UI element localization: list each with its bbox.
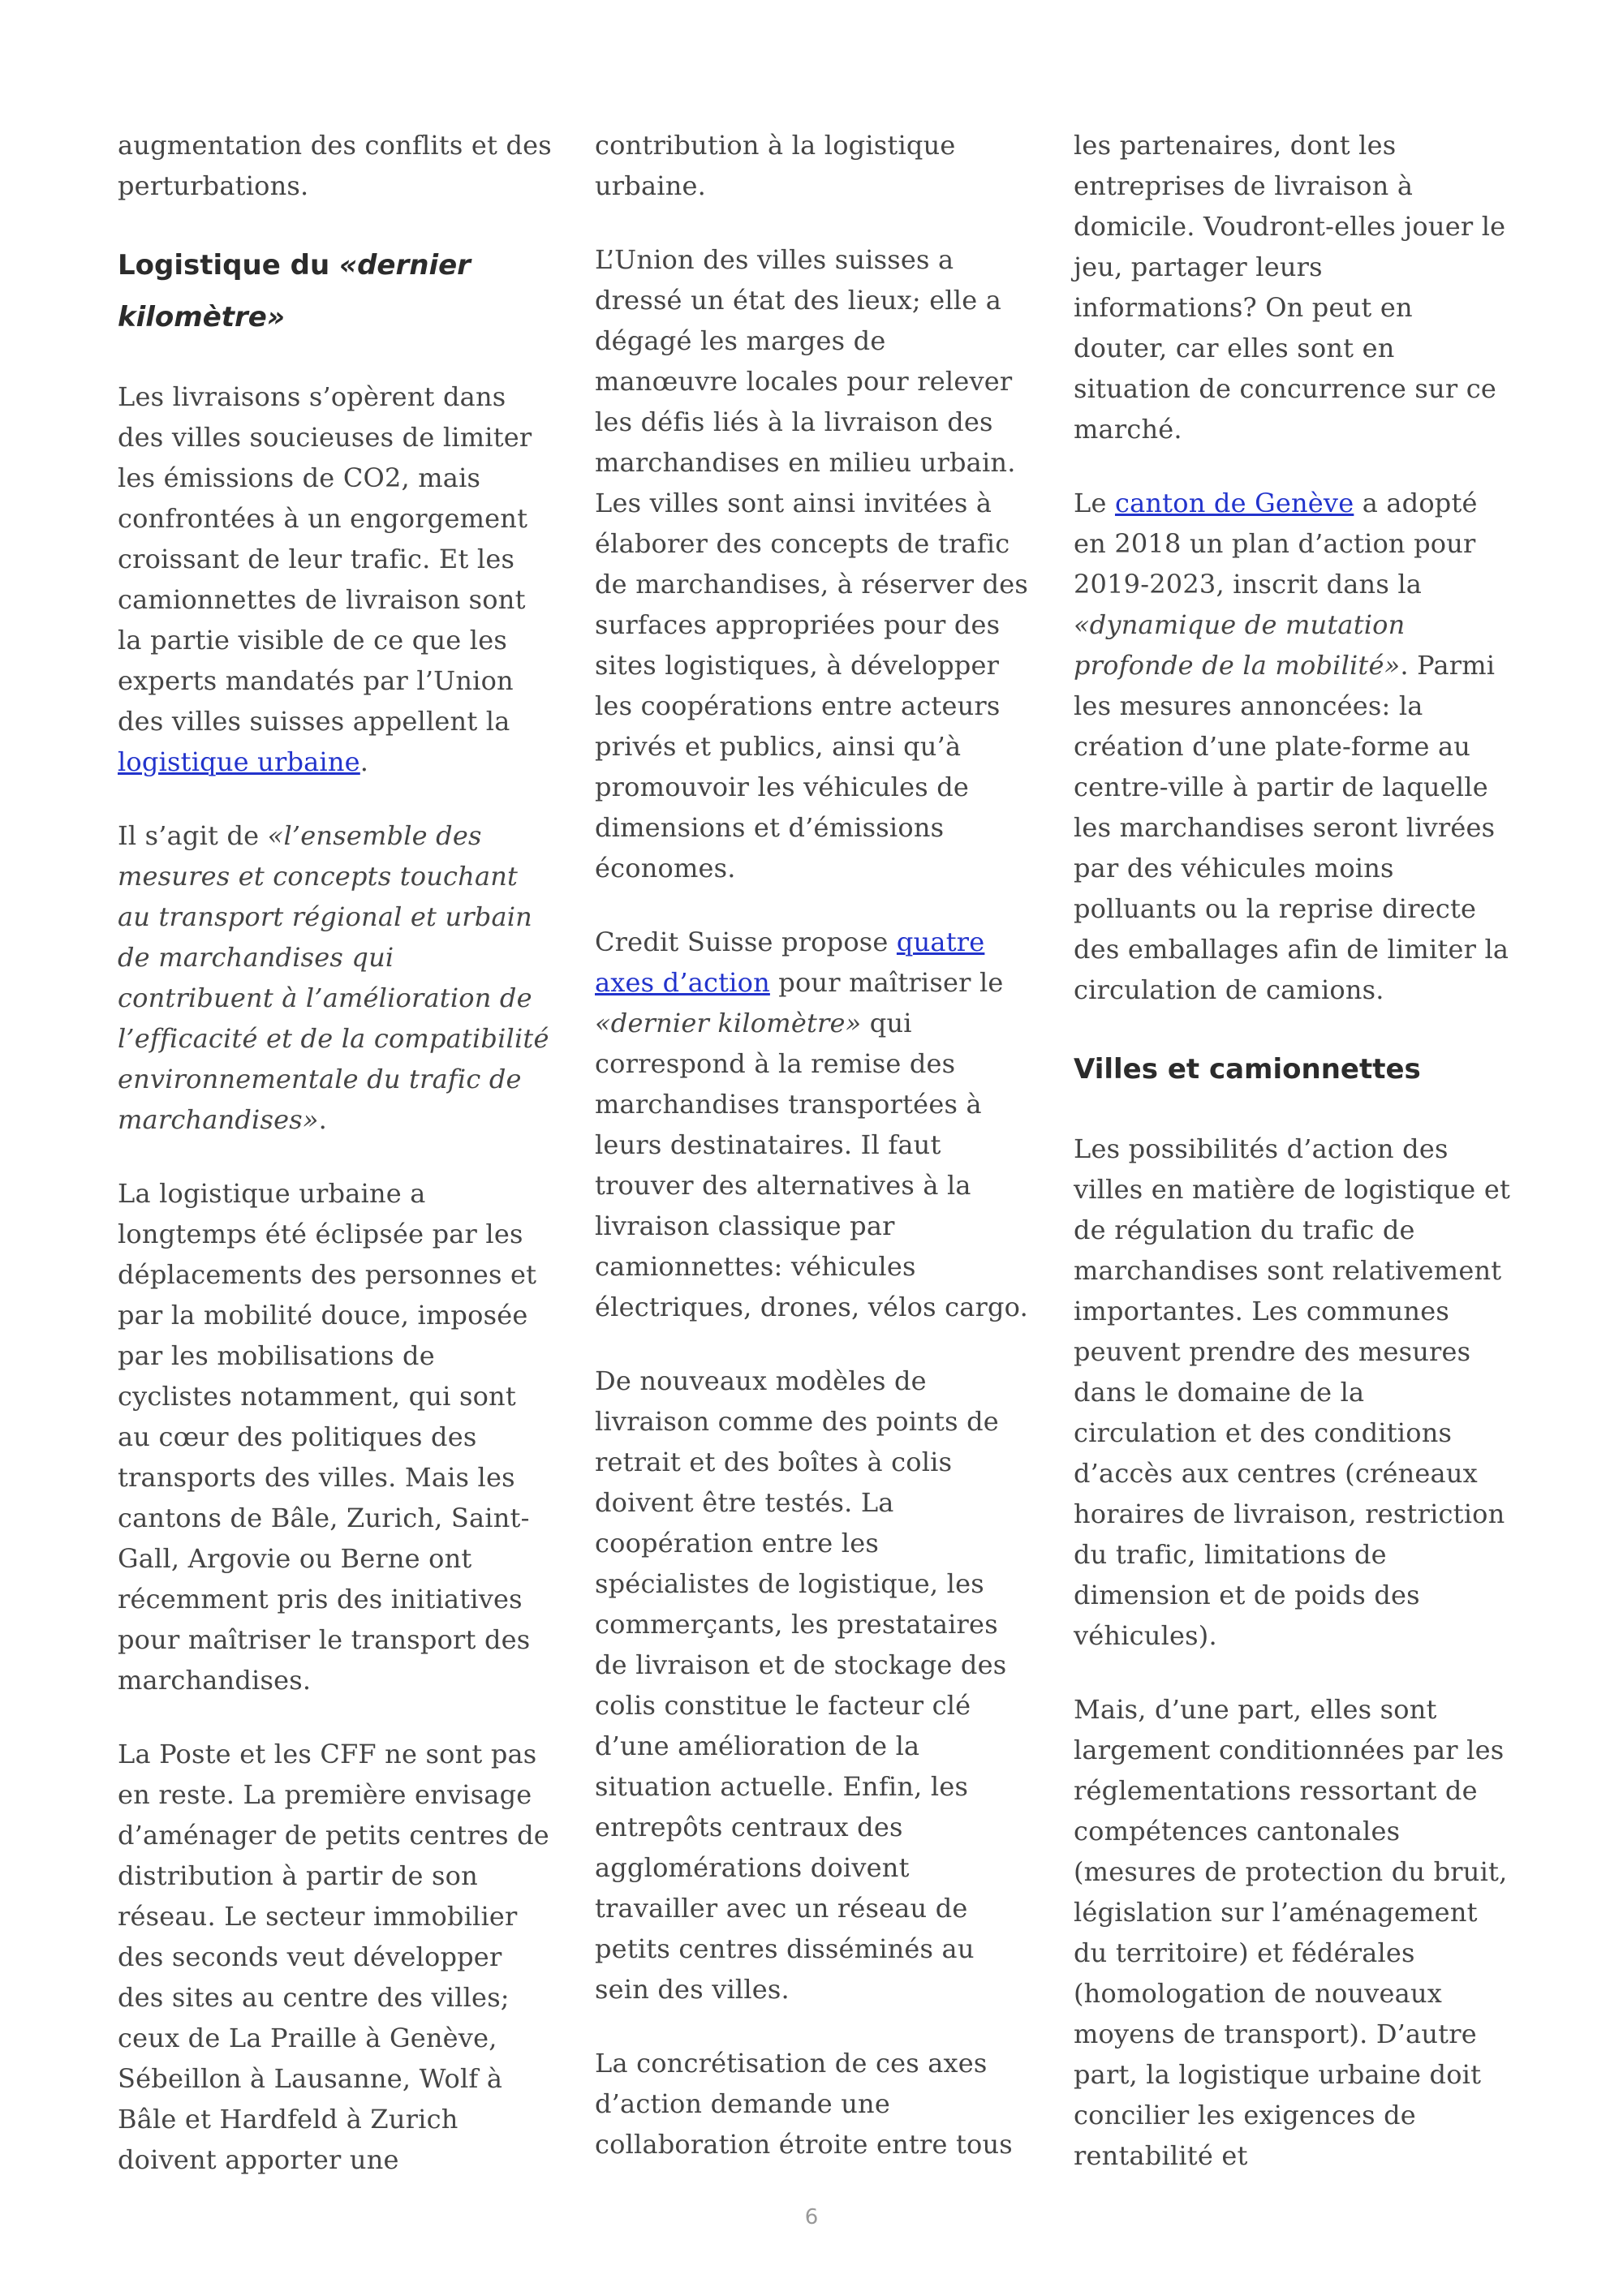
- paragraph-text: Il s’agit de: [118, 820, 268, 851]
- page-number: 6: [804, 2205, 819, 2229]
- heading-text: Logistique du: [118, 249, 339, 282]
- link-quatre-axes-action[interactable]: quatre axes d’action: [595, 927, 985, 998]
- paragraph: La logistique urbaine a longtemps été éclipsée par les déplacements des personnes et par la mobilité douce, imposée par les mobilisations de cyclistes notamment, qui sont au cœur des politiques des transports des villes. Mais les cantons de Bâle, Zurich, Saint-Gall, Argovie ou Berne ont récemment pris des initiatives pour maîtriser le transport des marchandises.: [118, 1178, 537, 1696]
- paragraph: Mais, d’une part, elles sont largement conditionnées par les réglementations ressortant de compétences cantonales (mesures de protection du bruit, législation sur l’aménagement du territoire) et fédérales (homologation de nouveaux moyens de transport). D’autre part, la logistique urbaine doit concilier les exigences de rentabilité et: [1074, 1694, 1508, 2171]
- paragraph: La concrétisation de ces axes d’action demande une collaboration étroite entre tous: [595, 2048, 1013, 2160]
- quotation: «l’ensemble des mesures et concepts touchant au transport régional et urbain de marchandises qui contribuent à l’amélioration de l’efficacité et de la compatibilité environnementale du trafic de marchandises»: [118, 820, 549, 1135]
- paragraph: augmentation des conflits et des perturbations.: [118, 130, 552, 201]
- link-canton-de-geneve[interactable]: canton de Genève: [1114, 488, 1354, 518]
- paragraph: [118, 815, 556, 1140]
- paragraph: De nouveaux modèles de livraison comme des points de retrait et des boîtes à colis doivent être testés. La coopération entre les spécialistes de logistique, les commerçants, les prestataires de livraison et de stockage des colis constitue le facteur clé d’une amélioration de la situation actuelle. Enfin, les entrepôts centraux des agglomérations doivent travailler avec un réseau de petits centres disséminés au sein des villes.: [595, 1365, 1007, 2005]
- paragraph-text: Le: [1074, 488, 1115, 518]
- paragraph: [595, 922, 1033, 1327]
- paragraph: [1074, 483, 1512, 1010]
- paragraph-text: Les livraisons s’opèrent dans des villes soucieuses de limiter les émissions de CO2, mais confrontées à un engorgement croissant de leur trafic. Et les camionnettes de livraison sont la partie visible de ce que les experts mandatés par l’Union des villes suisses appellent la: [118, 381, 532, 737]
- paragraph-text: qui correspond à la remise des marchandises transportées à leurs destinataires. Il faut trouver des alternatives à la livraison classique par camionnettes: véhicules électriques, drones, vélos cargo.: [595, 1008, 1028, 1322]
- paragraph: L’Union des villes suisses a dressé un état des lieux; elle a dégagé les marges de manœuvre locales pour relever les défis liés à la livraison des marchandises en milieu urbain. Les villes sont ainsi invitées à élaborer des concepts de trafic de marchandises, à réserver des surfaces appropriées pour des sites logistiques, à développer les coopérations entre acteurs privés et publics, ainsi qu’à promouvoir les véhicules de dimensions et d’émissions économes.: [595, 244, 1029, 884]
- section-heading-villes-et-camionnettes: Villes et camionnettes: [1074, 1053, 1421, 1086]
- paragraph-text: Credit Suisse propose: [595, 927, 897, 957]
- paragraph: Les possibilités d’action des villes en matière de logistique et de régulation du trafic de marchandises sont relativement importantes. Les communes peuvent prendre des mesures dans le domaine de la circulation et des conditions d’accès aux centres (créneaux horaires de livraison, restriction du trafic, limitations de dimension et de poids des véhicules).: [1074, 1133, 1511, 1651]
- paragraph: [118, 376, 556, 782]
- quotation: «dynamique de mutation profonde de la mobilité»: [1074, 609, 1406, 681]
- paragraph: La Poste et les CFF ne sont pas en reste. La première envisage d’aménager de petits centres de distribution à partir de son réseau. Le secteur immobilier des seconds veut développer des sites au centre des villes; ceux de La Praille à Genève, Sébeillon à Lausanne, Wolf à Bâle et Hardfeld à Zurich doivent apporter une: [118, 1739, 549, 2175]
- paragraph-text: . Parmi les mesures annoncées: la création d’une plate-forme au centre-ville à partir de laquelle les marchandises seront livrées par des véhicules moins polluants ou la reprise directe des emballages afin de limiter la circulation de camions.: [1074, 650, 1509, 1005]
- column-2: [595, 122, 1033, 2198]
- heading-italic-text: «dernier kilomètre»: [118, 249, 471, 333]
- column-3: [1074, 122, 1512, 2209]
- paragraph-text: a adopté en 2018 un plan d’action pour 2019-2023, inscrit dans la: [1074, 488, 1478, 600]
- paragraph: les partenaires, dont les entreprises de livraison à domicile. Voudront-elles jouer le jeu, partager leurs informations? On peut en douter, car elles sont en situation de concurrence sur ce marché.: [1074, 130, 1506, 445]
- section-heading-dernier-kilometre: [118, 239, 556, 343]
- link-logistique-urbaine[interactable]: logistique urbaine: [118, 746, 360, 777]
- quotation: «dernier kilomètre»: [595, 1008, 862, 1038]
- paragraph: contribution à la logistique urbaine.: [595, 130, 956, 201]
- paragraph-text: pour maîtriser le: [769, 967, 1004, 998]
- paragraph-text: .: [359, 746, 369, 777]
- column-1: [118, 122, 556, 2213]
- paragraph-text: .: [318, 1104, 327, 1135]
